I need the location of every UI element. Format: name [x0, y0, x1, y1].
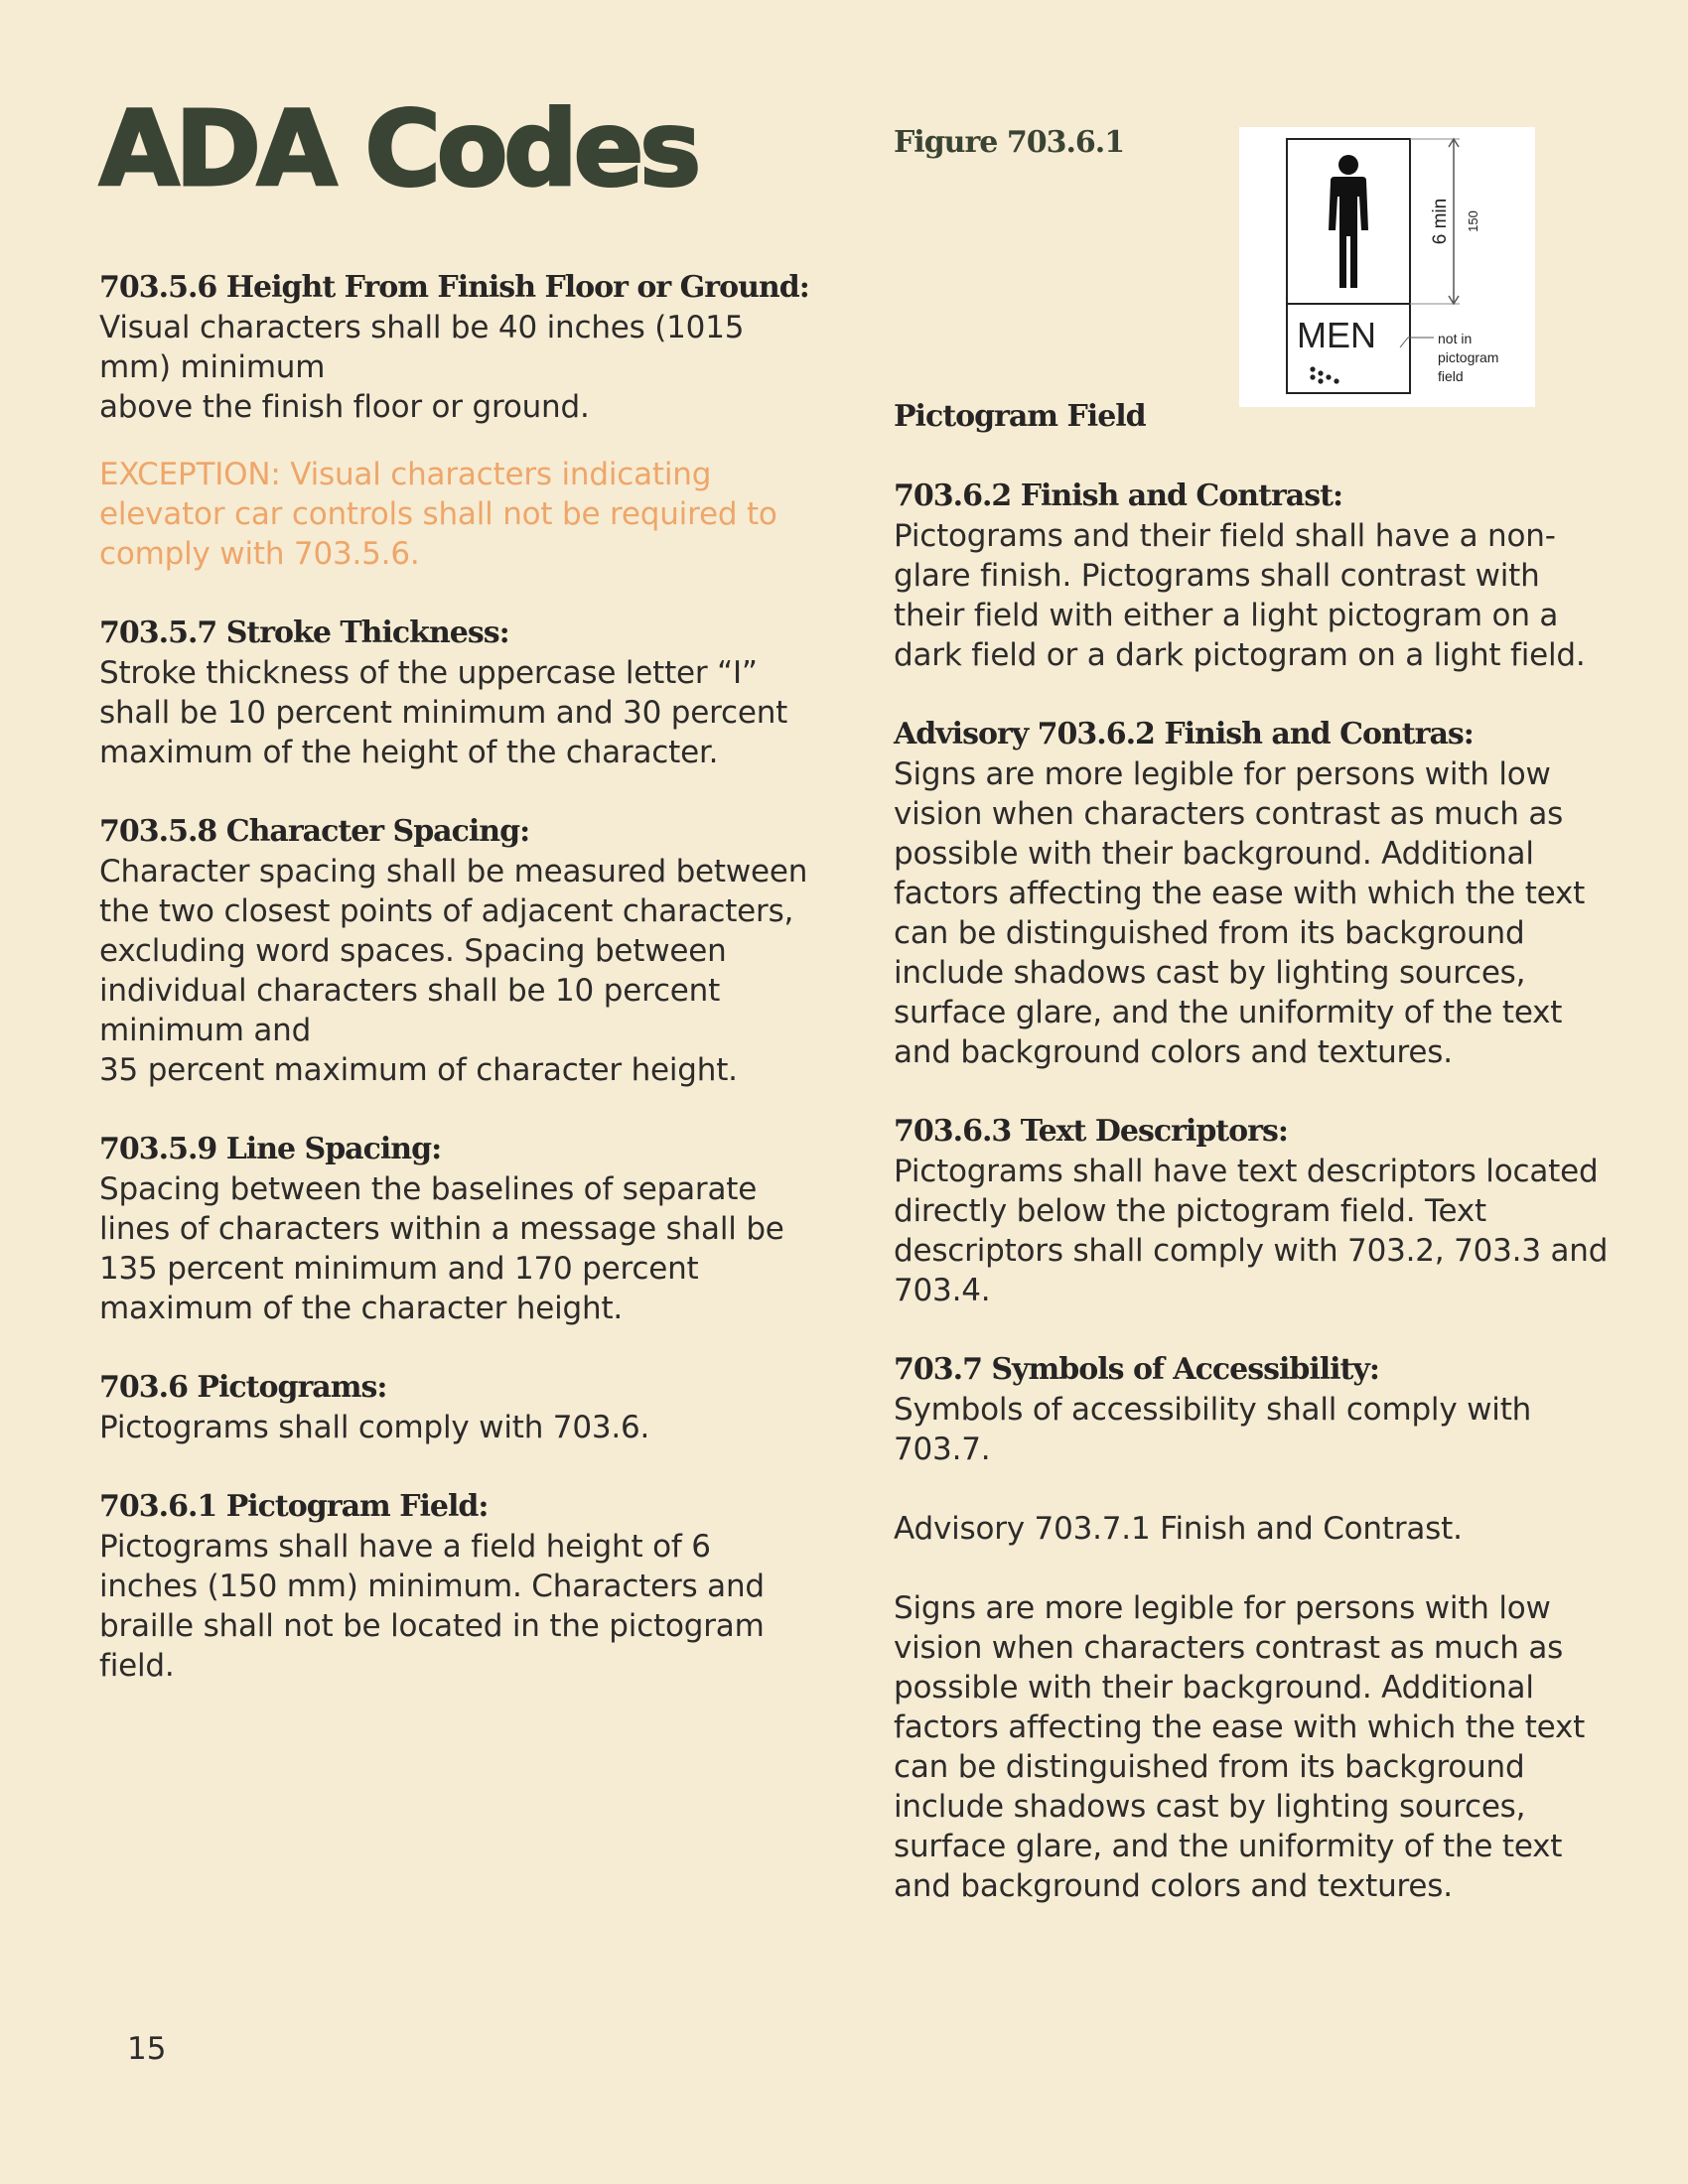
section-703-6	[99, 1368, 814, 1447]
section-heading: 703.6.3 Text Descriptors:	[894, 1114, 1288, 1149]
page-title: ADA Codes	[99, 88, 698, 209]
figure-caption: Pictogram Field	[894, 399, 1146, 434]
section-703-5-9	[99, 1130, 814, 1328]
pictogram-figure	[1239, 127, 1535, 407]
section-heading: 703.6.2 Finish and Contrast:	[894, 478, 1343, 513]
figure-label: Figure 703.6.1	[894, 125, 1125, 160]
page-number: 15	[127, 2031, 167, 2067]
right-column	[894, 397, 1609, 1906]
section-703-6-3	[894, 1112, 1609, 1310]
section-advisory-703-6-2	[894, 715, 1609, 1072]
advisory-703-7-1-label: Advisory 703.7.1 Finish and Contrast.	[894, 1511, 1463, 1547]
left-column	[99, 268, 814, 1686]
section-body: Character spacing shall be measured between the two closest points of adjacent characters, excluding word spaces. Spacing between individual characters shall be 10 percent minimum and	[99, 854, 808, 1048]
section-body: Symbols of accessibility shall comply with 703.7.	[894, 1392, 1532, 1467]
section-703-7	[894, 1350, 1609, 1469]
section-body: 35 percent maximum of character height.	[99, 1052, 738, 1088]
callout-line-2: pictogram	[1438, 349, 1499, 365]
braille-dots-icon	[1310, 366, 1338, 383]
advisory-703-7-1-body: Signs are more legible for persons with low vision when characters contrast as much as possible with their background. Additional factors affecting the ease with which the text can be distinguished from its background include shadows cast by lighting sources, surface glare, and the uniformity of the text and background colors and textures.	[894, 1590, 1586, 1904]
section-body: Pictograms and their field shall have a non-glare finish. Pictograms shall contrast with their field with either a light pictogram on a dark field or a dark pictogram on a light field.	[894, 518, 1586, 673]
dimension-label: 6 min	[1430, 198, 1451, 245]
section-body: Pictograms shall have a field height of 6 inches (150 mm) minimum. Characters and braille shall not be located in the pictogram field.	[99, 1529, 765, 1684]
section-703-5-7	[99, 614, 814, 772]
section-body: Pictograms shall comply with 703.6.	[99, 1410, 650, 1445]
exception-note: EXCEPTION: Visual characters indicating elevator car controls shall not be required to comply with 703.5.6.	[99, 457, 777, 572]
section-703-6-2	[894, 477, 1609, 675]
section-heading: 703.5.9 Line Spacing:	[99, 1132, 442, 1166]
section-heading: 703.5.6 Height From Finish Floor or Ground:	[99, 270, 809, 305]
section-body: Visual characters shall be 40 inches (1015 mm) minimum	[99, 310, 745, 385]
section-body: Pictograms shall have text descriptors located directly below the pictogram field. Text descriptors shall comply with 703.2, 703.3 and 703.4.	[894, 1154, 1609, 1308]
section-heading: 703.5.7 Stroke Thickness:	[99, 615, 509, 650]
callout-line-1: not in	[1438, 331, 1473, 346]
section-body: Signs are more legible for persons with low vision when characters contrast as much as possible with their background. Additional factors affecting the ease with which the text can be distinguished from its background include shadows cast by lighting sources, surface glare, and the uniformity of the text and background colors and textures.	[894, 756, 1586, 1070]
section-heading: 703.7 Symbols of Accessibility:	[894, 1352, 1379, 1387]
section-heading: 703.6 Pictograms:	[99, 1370, 387, 1405]
section-heading: 703.5.8 Character Spacing:	[99, 814, 530, 849]
descriptor-text: MEN	[1297, 315, 1376, 355]
section-703-5-6	[99, 268, 814, 427]
section-703-5-8	[99, 812, 814, 1090]
section-heading: Advisory 703.6.2 Finish and Contras:	[894, 717, 1474, 751]
callout-line-3: field	[1438, 368, 1464, 384]
section-703-6-1	[99, 1487, 814, 1686]
section-body: Spacing between the baselines of separate lines of characters within a message shall be 135 percent minimum and 170 percent maximum of the character height.	[99, 1171, 784, 1326]
dimension-mm-label: 150	[1466, 210, 1480, 232]
man-pictogram-icon	[1329, 155, 1368, 288]
section-heading: 703.6.1 Pictogram Field:	[99, 1489, 489, 1524]
section-body: above the finish floor or ground.	[99, 389, 590, 425]
section-body: Stroke thickness of the uppercase letter “I” shall be 10 percent minimum and 30 percent maximum of the height of the character.	[99, 655, 788, 770]
